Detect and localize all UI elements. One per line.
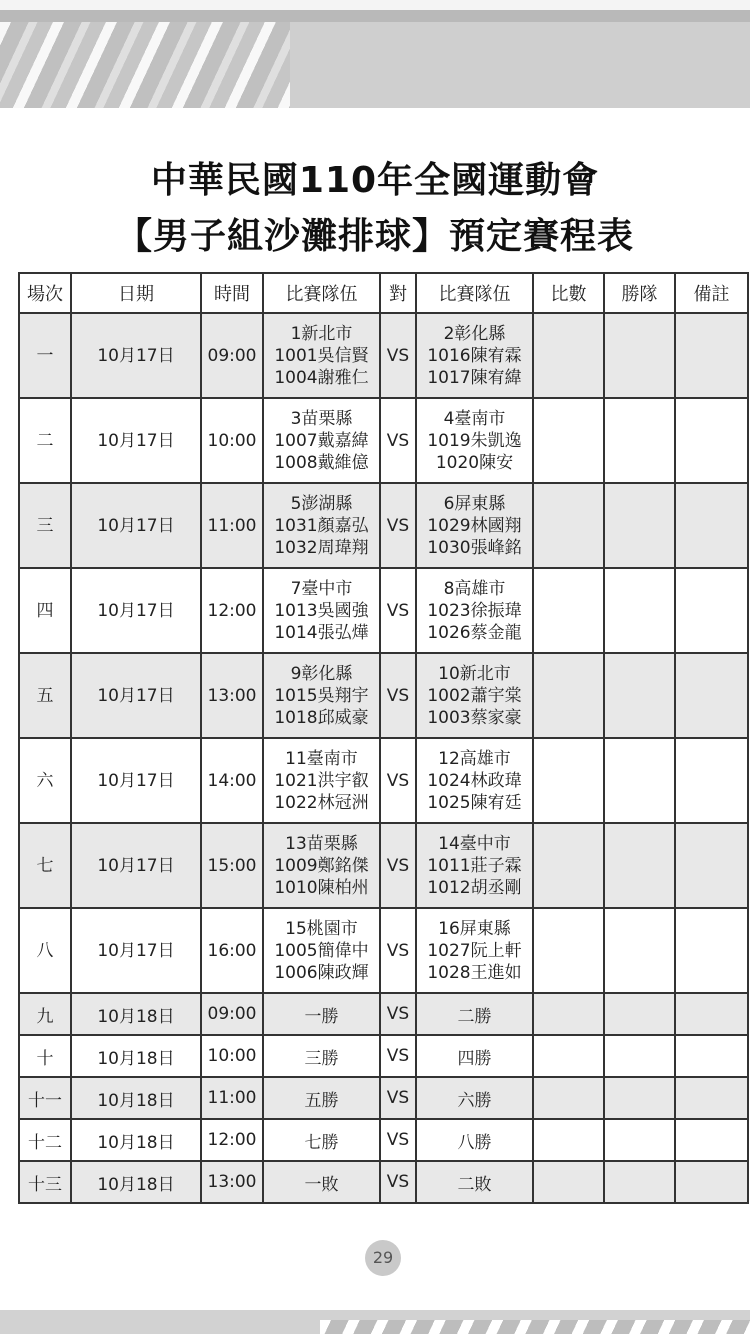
table-row	[19, 313, 748, 398]
remarks-cell	[675, 1119, 748, 1161]
time-cell: 13:00	[201, 1161, 263, 1203]
team-a-cell	[263, 398, 380, 483]
diagonal-stripes-pattern	[0, 22, 290, 108]
team-line: 六勝	[457, 1090, 492, 1111]
team-line: 1020陳安	[435, 452, 514, 473]
vs-cell: VS	[380, 653, 416, 738]
winner-cell	[604, 1035, 675, 1077]
team-line: 1006陳政輝	[274, 962, 369, 983]
team-line: 11臺南市	[285, 748, 358, 769]
header-edge-dark	[0, 10, 750, 22]
team-line: 三勝	[304, 1048, 339, 1069]
time-cell: 11:00	[201, 483, 263, 568]
team-line: 1026蔡金龍	[427, 622, 522, 643]
winner-cell	[604, 1077, 675, 1119]
table-header-row	[19, 273, 748, 313]
header-match-no: 場次	[19, 273, 71, 313]
date-cell: 10月18日	[71, 1035, 201, 1077]
team-line: 1032周瑋翔	[274, 537, 369, 558]
schedule-table	[18, 272, 749, 1204]
team-a-cell	[263, 1161, 380, 1203]
score-cell	[533, 483, 604, 568]
table-row	[19, 398, 748, 483]
team-line: 1009鄭銘傑	[274, 855, 369, 876]
team-line: 1011莊子霖	[427, 855, 522, 876]
team-line: 9彰化縣	[290, 663, 353, 684]
score-cell	[533, 908, 604, 993]
match-no-cell: 四	[19, 568, 71, 653]
score-cell	[533, 738, 604, 823]
vs-cell: VS	[380, 1119, 416, 1161]
time-cell: 12:00	[201, 1119, 263, 1161]
vs-cell: VS	[380, 313, 416, 398]
vs-cell: VS	[380, 398, 416, 483]
team-b-cell	[416, 398, 533, 483]
team-b-cell	[416, 738, 533, 823]
remarks-cell	[675, 823, 748, 908]
score-cell	[533, 568, 604, 653]
match-no-cell: 六	[19, 738, 71, 823]
team-a-cell	[263, 993, 380, 1035]
team-line: 1028王進如	[427, 962, 522, 983]
team-line: 1023徐振瑋	[427, 600, 522, 621]
remarks-cell	[675, 398, 748, 483]
team-line: 14臺中市	[438, 833, 511, 854]
team-a-cell	[263, 738, 380, 823]
match-no-cell: 五	[19, 653, 71, 738]
table-row	[19, 1035, 748, 1077]
winner-cell	[604, 483, 675, 568]
remarks-cell	[675, 568, 748, 653]
team-line: 2彰化縣	[443, 323, 506, 344]
vs-cell: VS	[380, 1161, 416, 1203]
team-line: 4臺南市	[443, 408, 506, 429]
team-line: 16屏東縣	[438, 918, 511, 939]
header-vs: 對	[380, 273, 416, 313]
team-line: 1025陳宥廷	[427, 792, 522, 813]
team-a-cell	[263, 1119, 380, 1161]
team-line: 1012胡丞剛	[427, 877, 522, 898]
team-line: 1015吳翔宇	[274, 685, 369, 706]
remarks-cell	[675, 483, 748, 568]
vs-cell: VS	[380, 483, 416, 568]
time-cell: 14:00	[201, 738, 263, 823]
team-line: 1004謝雅仁	[274, 367, 369, 388]
document-page	[0, 108, 750, 1310]
team-b-cell	[416, 1119, 533, 1161]
score-cell	[533, 1161, 604, 1203]
vs-cell: VS	[380, 1035, 416, 1077]
table-row	[19, 1077, 748, 1119]
header-remarks: 備註	[675, 273, 748, 313]
date-cell: 10月17日	[71, 483, 201, 568]
winner-cell	[604, 398, 675, 483]
team-line: 1010陳柏州	[274, 877, 369, 898]
date-cell: 10月17日	[71, 313, 201, 398]
team-line: 1030張峰銘	[427, 537, 522, 558]
team-b-cell	[416, 823, 533, 908]
team-line: 1029林國翔	[427, 515, 522, 536]
winner-cell	[604, 908, 675, 993]
team-line: 1002蕭宇棠	[427, 685, 522, 706]
header-time: 時間	[201, 273, 263, 313]
remarks-cell	[675, 908, 748, 993]
team-line: 1022林冠洲	[274, 792, 369, 813]
time-cell: 15:00	[201, 823, 263, 908]
table-row	[19, 823, 748, 908]
time-cell: 13:00	[201, 653, 263, 738]
page-subtitle: 【男子組沙灘排球】預定賽程表	[115, 216, 634, 257]
team-a-cell	[263, 1077, 380, 1119]
team-a-cell	[263, 483, 380, 568]
winner-cell	[604, 993, 675, 1035]
team-a-cell	[263, 568, 380, 653]
team-line: 1021洪宇叡	[274, 770, 369, 791]
team-line: 一敗	[304, 1174, 339, 1195]
team-line: 二敗	[457, 1174, 492, 1195]
match-no-cell: 二	[19, 398, 71, 483]
match-no-cell: 九	[19, 993, 71, 1035]
remarks-cell	[675, 1161, 748, 1203]
date-cell: 10月17日	[71, 568, 201, 653]
team-line: 15桃園市	[285, 918, 358, 939]
date-cell: 10月17日	[71, 908, 201, 993]
time-cell: 12:00	[201, 568, 263, 653]
team-line: 3苗栗縣	[290, 408, 353, 429]
table-row	[19, 568, 748, 653]
team-b-cell	[416, 568, 533, 653]
team-b-cell	[416, 1161, 533, 1203]
team-line: 1003蔡家豪	[427, 707, 522, 728]
date-cell: 10月17日	[71, 823, 201, 908]
header-edge	[0, 0, 750, 10]
table-row	[19, 653, 748, 738]
team-line: 1新北市	[290, 323, 353, 344]
time-cell: 16:00	[201, 908, 263, 993]
team-b-cell	[416, 993, 533, 1035]
score-cell	[533, 993, 604, 1035]
time-cell: 09:00	[201, 313, 263, 398]
vs-cell: VS	[380, 1077, 416, 1119]
date-cell: 10月18日	[71, 1161, 201, 1203]
team-line: 12高雄市	[438, 748, 511, 769]
remarks-cell	[675, 1035, 748, 1077]
vs-cell: VS	[380, 568, 416, 653]
team-line: 1017陳宥緯	[427, 367, 522, 388]
score-cell	[533, 1077, 604, 1119]
team-line: 1018邱威豪	[274, 707, 369, 728]
date-cell: 10月18日	[71, 993, 201, 1035]
team-b-cell	[416, 1077, 533, 1119]
table-row	[19, 1161, 748, 1203]
remarks-cell	[675, 993, 748, 1035]
time-cell: 11:00	[201, 1077, 263, 1119]
header-team-b: 比賽隊伍	[416, 273, 533, 313]
page-title: 中華民國110年全國運動會	[150, 160, 600, 201]
match-no-cell: 一	[19, 313, 71, 398]
team-line: 6屏東縣	[443, 493, 506, 514]
team-line: 1013吳國強	[274, 600, 369, 621]
header-decoration	[0, 0, 750, 108]
footer-decoration	[0, 1310, 750, 1334]
header-team-a: 比賽隊伍	[263, 273, 380, 313]
remarks-cell	[675, 653, 748, 738]
team-a-cell	[263, 313, 380, 398]
team-line: 8高雄市	[443, 578, 506, 599]
time-cell: 10:00	[201, 398, 263, 483]
team-line: 七勝	[304, 1132, 339, 1153]
team-line: 1007戴嘉緯	[274, 430, 369, 451]
remarks-cell	[675, 738, 748, 823]
team-line: 7臺中市	[290, 578, 353, 599]
match-no-cell: 十三	[19, 1161, 71, 1203]
team-line: 1008戴維億	[274, 452, 369, 473]
team-line: 1016陳宥霖	[427, 345, 522, 366]
vs-cell: VS	[380, 993, 416, 1035]
header-date: 日期	[71, 273, 201, 313]
match-no-cell: 七	[19, 823, 71, 908]
date-cell: 10月18日	[71, 1077, 201, 1119]
match-no-cell: 八	[19, 908, 71, 993]
team-line: 1024林政瑋	[427, 770, 522, 791]
page-number: 29	[365, 1240, 401, 1276]
winner-cell	[604, 1119, 675, 1161]
team-line: 1005簡偉中	[274, 940, 369, 961]
score-cell	[533, 653, 604, 738]
time-cell: 09:00	[201, 993, 263, 1035]
team-line: 1001吳信賢	[274, 345, 369, 366]
winner-cell	[604, 1161, 675, 1203]
remarks-cell	[675, 1077, 748, 1119]
table-row	[19, 483, 748, 568]
team-b-cell	[416, 483, 533, 568]
vs-cell: VS	[380, 908, 416, 993]
date-cell: 10月18日	[71, 1119, 201, 1161]
team-a-cell	[263, 823, 380, 908]
team-b-cell	[416, 908, 533, 993]
team-line: 一勝	[304, 1006, 339, 1027]
team-line: 1019朱凱逸	[427, 430, 522, 451]
remarks-cell	[675, 313, 748, 398]
team-b-cell	[416, 1035, 533, 1077]
team-b-cell	[416, 313, 533, 398]
time-cell: 10:00	[201, 1035, 263, 1077]
team-line: 五勝	[304, 1090, 339, 1111]
vs-cell: VS	[380, 738, 416, 823]
match-no-cell: 十	[19, 1035, 71, 1077]
header-score: 比數	[533, 273, 604, 313]
table-row	[19, 993, 748, 1035]
score-cell	[533, 1119, 604, 1161]
team-line: 10新北市	[438, 663, 511, 684]
team-line: 八勝	[457, 1132, 492, 1153]
date-cell: 10月17日	[71, 738, 201, 823]
schedule-body	[19, 313, 748, 1203]
table-row	[19, 1119, 748, 1161]
match-no-cell: 三	[19, 483, 71, 568]
date-cell: 10月17日	[71, 398, 201, 483]
team-a-cell	[263, 908, 380, 993]
match-no-cell: 十二	[19, 1119, 71, 1161]
score-cell	[533, 1035, 604, 1077]
table-row	[19, 908, 748, 993]
team-line: 13苗栗縣	[285, 833, 358, 854]
winner-cell	[604, 653, 675, 738]
winner-cell	[604, 313, 675, 398]
team-b-cell	[416, 653, 533, 738]
score-cell	[533, 398, 604, 483]
winner-cell	[604, 823, 675, 908]
team-line: 二勝	[457, 1006, 492, 1027]
winner-cell	[604, 568, 675, 653]
date-cell: 10月17日	[71, 653, 201, 738]
team-line: 四勝	[457, 1048, 492, 1069]
team-a-cell	[263, 1035, 380, 1077]
match-no-cell: 十一	[19, 1077, 71, 1119]
team-a-cell	[263, 653, 380, 738]
team-line: 1014張弘燁	[274, 622, 369, 643]
team-line: 5澎湖縣	[290, 493, 353, 514]
vs-cell: VS	[380, 823, 416, 908]
team-line: 1027阮上軒	[427, 940, 522, 961]
table-row	[19, 738, 748, 823]
score-cell	[533, 313, 604, 398]
winner-cell	[604, 738, 675, 823]
score-cell	[533, 823, 604, 908]
team-line: 1031顏嘉弘	[274, 515, 369, 536]
footer-stripes-pattern	[320, 1320, 750, 1334]
header-winner: 勝隊	[604, 273, 675, 313]
